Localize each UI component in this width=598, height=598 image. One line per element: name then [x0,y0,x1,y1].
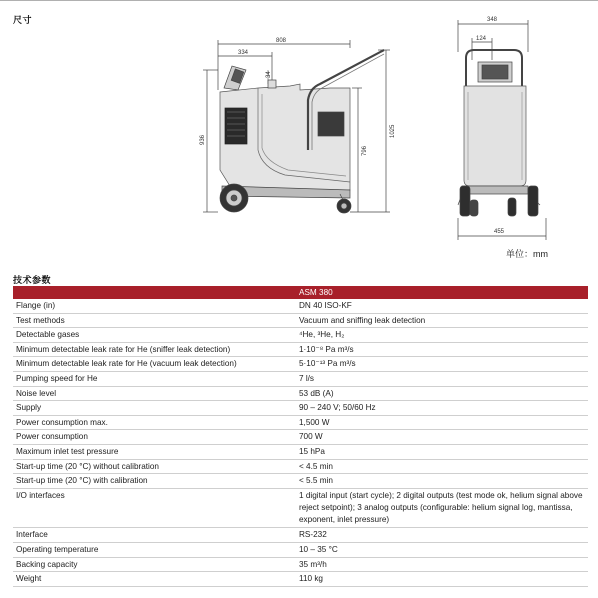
table-row [13,357,588,372]
row-label: Detectable gases [13,328,296,343]
row-label: Flange (in) [13,299,296,313]
technical-drawing [0,0,598,260]
header-model: ASM 380 [296,286,588,299]
row-value: 1·10⁻⁸ Pa m³/s [296,342,588,357]
row-label: Power consumption max. [13,415,296,430]
dim-808: 808 [276,38,287,44]
row-value: DN 40 ISO-KF [296,299,588,313]
dim-1025: 1025 [390,124,396,138]
dim-124: 124 [476,36,487,42]
row-label: Minimum detectable leak rate for He (sniffer leak detection) [13,342,296,357]
table-row [13,401,588,416]
table-row [13,299,588,313]
table-row [13,415,588,430]
header-label [13,286,296,299]
spec-table-header [13,286,588,299]
row-label: Weight [13,572,296,587]
row-value: < 4.5 min [296,459,588,474]
row-value: 35 m³/h [296,557,588,572]
table-row [13,557,588,572]
table-row [13,488,588,528]
dimensions-title: 尺寸 [13,15,33,25]
row-label: Start-up time (20 °C) without calibration [13,459,296,474]
row-label: Start-up time (20 °C) with calibration [13,474,296,489]
row-value: 700 W [296,430,588,445]
row-value: 53 dB (A) [296,386,588,401]
row-value: RS-232 [296,528,588,543]
unit-label: 单位：mm [506,249,548,259]
dim-348: 348 [487,17,498,23]
row-label: Interface [13,528,296,543]
table-row [13,444,588,459]
row-value: 5·10⁻¹³ Pa m³/s [296,357,588,372]
table-row [13,430,588,445]
dim-796: 796 [362,145,368,156]
row-value: 1 digital input (start cycle); 2 digital outputs (test mode ok, helium signal above reject setpoint); 3 analog outputs (configurable: helium signal log, mantissa, exponent, inlet pressure) [296,488,588,528]
row-value: 10 – 35 °C [296,542,588,557]
table-row [13,474,588,489]
table-row [13,386,588,401]
table-row [13,371,588,386]
row-value: Vacuum and sniffing leak detection [296,313,588,328]
table-row [13,328,588,343]
table-row [13,572,588,587]
specs-title: 技术参数 [13,275,52,285]
dim-34: 34 [266,71,272,78]
table-row [13,313,588,328]
row-label: Supply [13,401,296,416]
table-row [13,542,588,557]
row-value: 1,500 W [296,415,588,430]
row-value: < 5.5 min [296,474,588,489]
dim-936: 936 [200,134,206,145]
row-label: Pumping speed for He [13,371,296,386]
dim-334: 334 [238,50,249,56]
row-label: Minimum detectable leak rate for He (vacuum leak detection) [13,357,296,372]
row-value: 110 kg [296,572,588,587]
row-label: Maximum inlet test pressure [13,444,296,459]
row-label: Power consumption [13,430,296,445]
row-label: Operating temperature [13,542,296,557]
dim-455: 455 [494,229,505,235]
spec-table [13,286,588,587]
table-row [13,459,588,474]
row-label: Test methods [13,313,296,328]
row-label: Backing capacity [13,557,296,572]
row-label: Noise level [13,386,296,401]
table-row [13,528,588,543]
row-label: I/O interfaces [13,488,296,528]
row-value: 7 l/s [296,371,588,386]
row-value: ⁴He, ³He, H₂ [296,328,588,343]
table-row [13,342,588,357]
row-value: 90 – 240 V; 50/60 Hz [296,401,588,416]
row-value: 15 hPa [296,444,588,459]
